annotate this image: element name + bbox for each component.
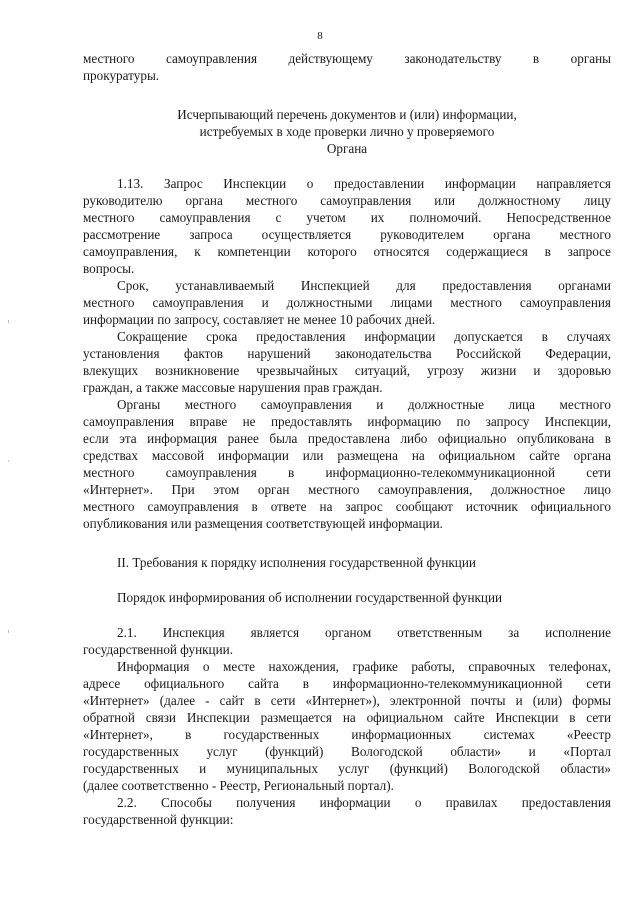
text-line: местного самоуправления в ответе на запрос сообщают источник официального	[83, 499, 611, 514]
text-line: опубликования или размещения соответствующей информации.	[83, 516, 443, 531]
text-line: местного самоуправления с учетом их полномочий. Непосредственное	[83, 210, 611, 225]
text-line: (далее соответственно - Реестр, Региональный портал).	[83, 778, 394, 793]
text-line: 2.1. Инспекция является органом ответственным за исполнение	[117, 625, 611, 640]
text-line: Информация о месте нахождения, графике работы, справочных телефонах,	[117, 659, 611, 674]
text-line: адресе официального сайта в информационно-телекоммуникационной сети	[83, 676, 611, 691]
text-line: рассмотрение запроса осуществляется руководителем органа местного	[83, 227, 611, 242]
text-line: информации по запросу, составляет не менее 10 рабочих дней.	[83, 312, 436, 327]
text-line: самоуправления вправе не предоставлять информацию по запросу Инспекции,	[83, 414, 611, 429]
text-line: вопросы.	[83, 261, 135, 276]
scan-margin-marks	[8, 300, 10, 800]
page-number: 8	[317, 30, 323, 42]
text-line: Порядок информирования об исполнении государственной функции	[117, 590, 503, 605]
text-line: «Интернет», в государственных информационных системах «Реестр	[83, 727, 611, 742]
text-line: обратной связи Инспекции размещается на официальном сайте Инспекции в сети	[83, 710, 611, 725]
text-line: Органы местного самоуправления и должностные лица местного	[117, 397, 611, 412]
text-line: государственной функции:	[83, 812, 234, 827]
text-line: местного самоуправления действующему законодательству в органы	[83, 51, 611, 66]
text-line: влекущих возникновение чрезвычайных ситуаций, угрозу жизни и здоровью	[83, 363, 611, 378]
text-line: II. Требования к порядку исполнения государственной функции	[117, 555, 476, 570]
text-line: прокуратуры.	[83, 68, 160, 83]
text-line: 1.13. Запрос Инспекции о предоставлении информации направляется	[117, 176, 611, 191]
heading-line: Исчерпывающий перечень документов и (или) информации,	[177, 107, 517, 122]
text-line: «Интернет» (далее - сайт в сети «Интернет»), электронной почты и (или) формы	[83, 693, 611, 708]
text-line: местного самоуправления и должностными лицами местного самоуправления	[83, 295, 611, 310]
text-line: «Интернет». При этом орган местного самоуправления, должностное лицо	[83, 482, 611, 497]
text-line: государственной функции.	[83, 642, 234, 657]
text-line: руководителю органа местного самоуправления или должностному лицу	[83, 193, 611, 208]
heading-line: Органа	[326, 141, 368, 156]
text-line: местного самоуправления в информационно-телекоммуникационной сети	[83, 465, 611, 480]
text-line: если эта информация ранее была предоставлена либо официально опубликована в	[83, 431, 611, 446]
text-line: государственных услуг (функций) Вологодской области» и «Портал	[83, 744, 611, 759]
text-line: установления фактов нарушений законодательства Российской Федерации,	[83, 346, 611, 361]
text-line: средствах массовой информации или размещена на официальном сайте органа	[83, 448, 611, 463]
text-line: Сокращение срока предоставления информации допускается в случаях	[117, 329, 611, 344]
text-line: государственных и муниципальных услуг (функций) Вологодской области»	[83, 761, 611, 776]
text-line: Срок, устанавливаемый Инспекцией для предоставления органами	[117, 278, 611, 293]
text-line: самоуправления, к компетенции которого относятся содержащиеся в запросе	[83, 244, 611, 259]
text-line: граждан, а также массовые нарушения прав граждан.	[83, 380, 383, 395]
text-line: 2.2. Способы получения информации о правилах предоставления	[117, 795, 611, 810]
heading-line: истребуемых в ходе проверки лично у проверяемого	[199, 124, 495, 139]
